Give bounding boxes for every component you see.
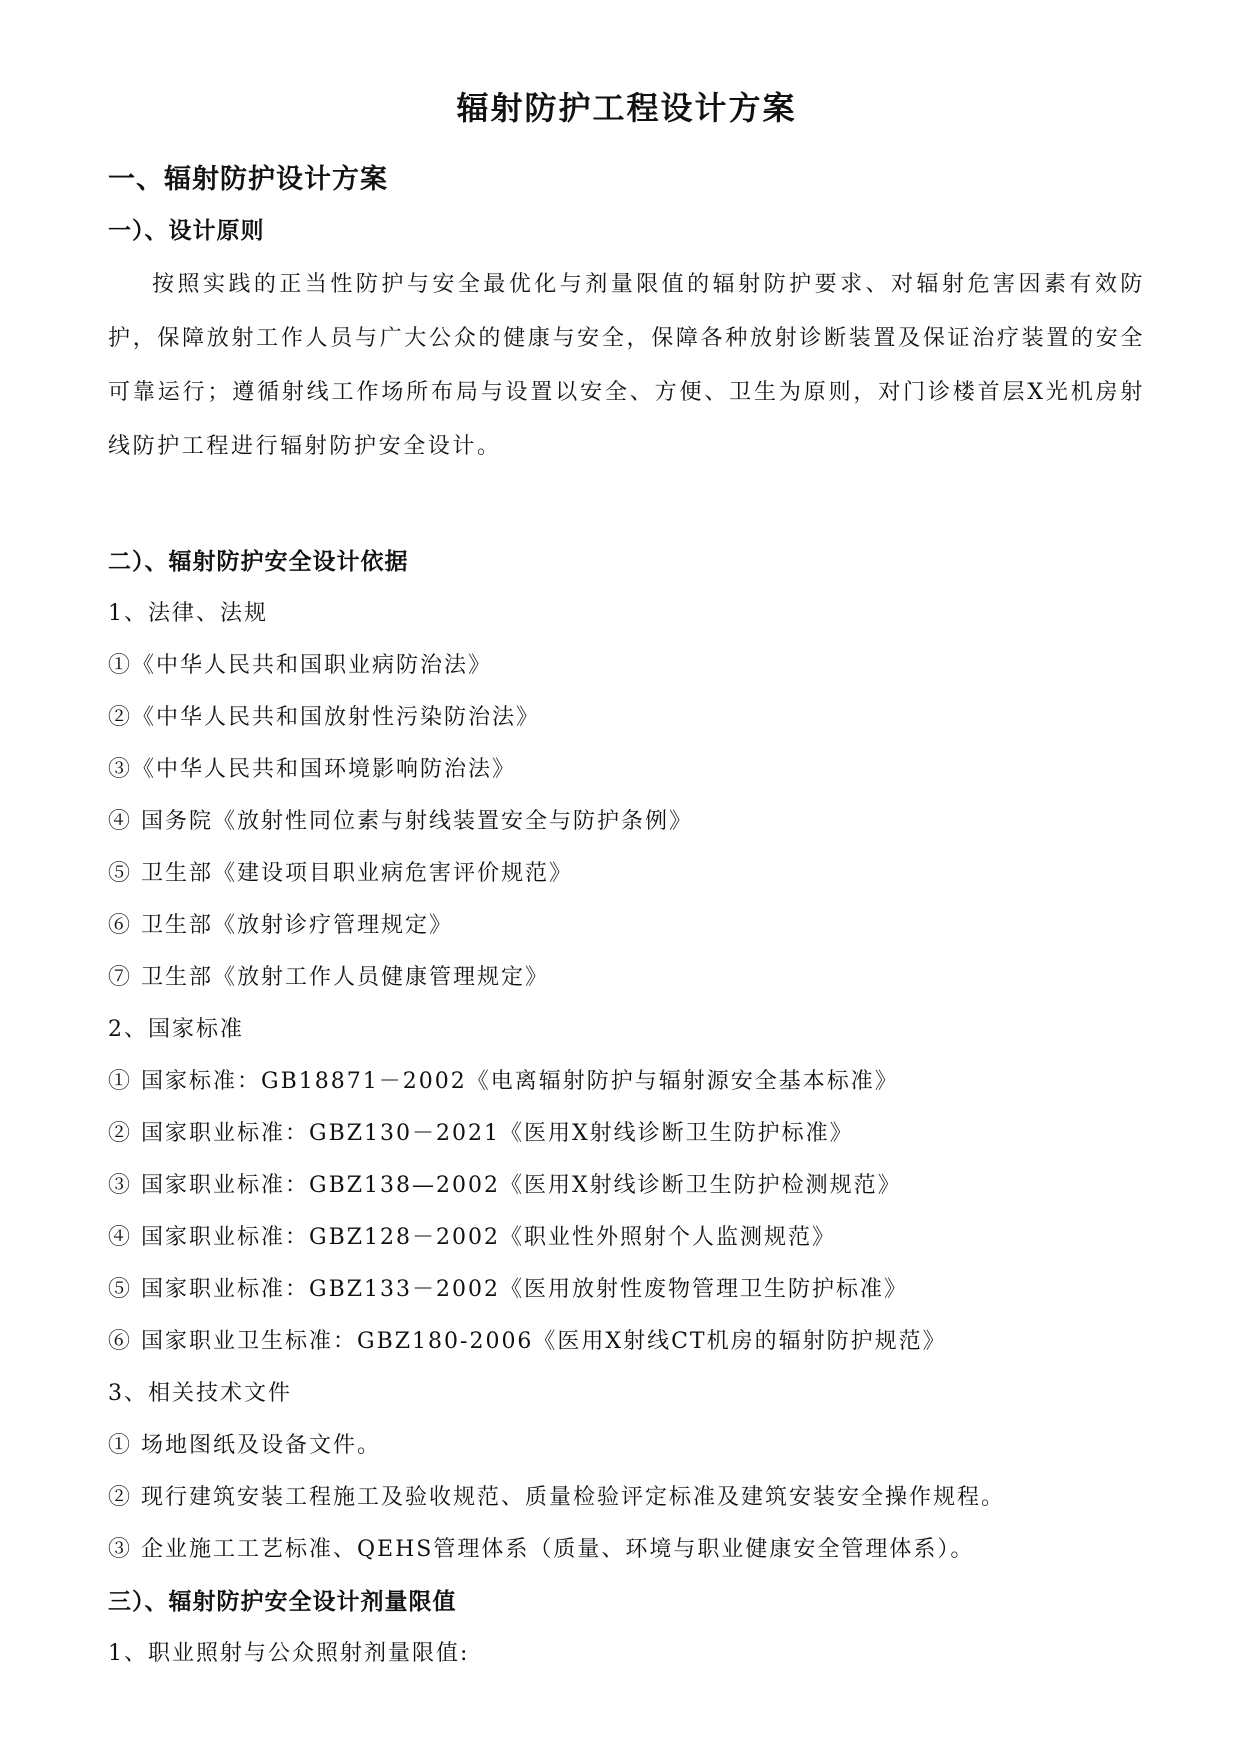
list-item: ⑥ 国家职业卫生标准：GBZ180-2006《医用X射线CT机房的辐射防护规范》 bbox=[108, 1329, 947, 1354]
list-item: ④ 国家职业标准：GBZ128－2002《职业性外照射个人监测规范》 bbox=[108, 1225, 837, 1250]
document-title: 辐射防护工程设计方案 bbox=[456, 89, 797, 127]
list-item: ② 国家职业标准：GBZ130－2021《医用X射线诊断卫生防护标准》 bbox=[108, 1121, 854, 1146]
list-item: ③ 企业施工工艺标准、QEHS管理体系（质量、环境与职业健康安全管理体系）。 bbox=[108, 1537, 975, 1562]
subsection-heading-design-basis: 二）、辐射防护安全设计依据 bbox=[108, 548, 409, 575]
group-label-laws: 1、法律、法规 bbox=[108, 601, 268, 626]
subsection-heading-dose-limits: 三）、辐射防护安全设计剂量限值 bbox=[108, 1588, 457, 1615]
spacer bbox=[108, 474, 1145, 536]
list-item: ② 现行建筑安装工程施工及验收规范、质量检验评定标准及建筑安装安全操作规程。 bbox=[108, 1485, 1005, 1510]
list-item: ⑤ 卫生部《建设项目职业病危害评价规范》 bbox=[108, 861, 573, 886]
dose-limits-line: 1、职业照射与公众照射剂量限值: bbox=[108, 1641, 470, 1666]
list-item: ①《中华人民共和国职业病防治法》 bbox=[108, 653, 493, 678]
group-label-national-standards: 2、国家标准 bbox=[108, 1017, 244, 1042]
list-item: ②《中华人民共和国放射性污染防治法》 bbox=[108, 705, 541, 730]
list-item: ③《中华人民共和国环境影响防治法》 bbox=[108, 757, 517, 782]
list-item: ⑥ 卫生部《放射诊疗管理规定》 bbox=[108, 913, 453, 938]
list-item: ① 场地图纸及设备文件。 bbox=[108, 1433, 381, 1458]
group-label-technical-documents: 3、相关技术文件 bbox=[108, 1381, 292, 1406]
list-item: ④ 国务院《放射性同位素与射线装置安全与防护条例》 bbox=[108, 809, 693, 834]
list-item: ③ 国家职业标准：GBZ138—2002《医用X射线诊断卫生防护检测规范》 bbox=[108, 1173, 902, 1198]
list-item: ⑦ 卫生部《放射工作人员健康管理规定》 bbox=[108, 965, 549, 990]
design-principles-paragraph: 按照实践的正当性防护与安全最优化与剂量限值的辐射防护要求、对辐射危害因素有效防护，保障放射工作人员与广大公众的健康与安全，保障各种放射诊断装置及保证治疗装置的安全可靠运行；遵循射线工作场所布局与设置以安全、方便、卫生为原则，对门诊楼首层X光机房射线防护工程进行辐射防护安全设计。 bbox=[108, 272, 1145, 459]
list-item: ① 国家标准：GB18871－2002《电离辐射防护与辐射源安全基本标准》 bbox=[108, 1069, 899, 1094]
list-item: ⑤ 国家职业标准：GBZ133－2002《医用放射性废物管理卫生防护标准》 bbox=[108, 1277, 909, 1302]
section-heading-1: 一、辐射防护设计方案 bbox=[108, 164, 388, 195]
subsection-heading-design-principles: 一）、设计原则 bbox=[108, 217, 265, 244]
